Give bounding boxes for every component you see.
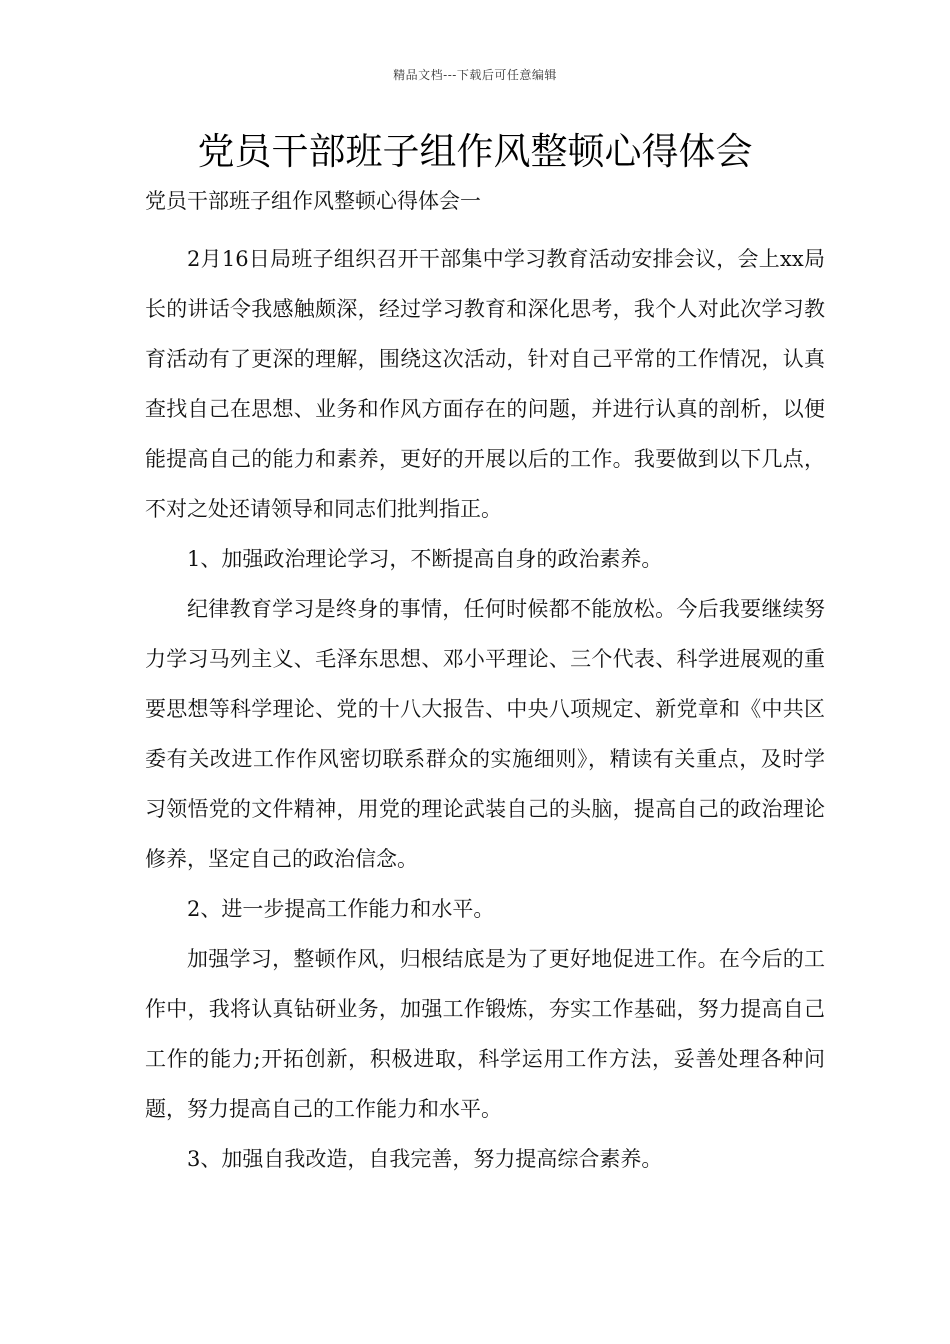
paragraph-point-1-heading: 1、加强政治理论学习，不断提高自身的政治素养。	[187, 547, 663, 571]
paragraph-point-2-body: 加强学习，整顿作风，归根结底是为了更好地促进工作。在今后的工作中，我将认真钻研业务，加强工作锻炼，夯实工作基础，努力提高自己工作的能力;开拓创新，积极进取，科学运用工作方法，妥善处理各种问题，努力提高自己的工作能力和水平。	[145, 947, 825, 1121]
paragraph-point-3-heading: 3、加强自我改造，自我完善，努力提高综合素养。	[187, 1147, 663, 1171]
paragraph-point-1-body: 纪律教育学习是终身的事情，任何时候都不能放松。今后我要继续努力学习马列主义、毛泽东思想、邓小平理论、三个代表、科学进展观的重要思想等科学理论、党的十八大报告、中央八项规定、新党章和《中共区委有关改进工作作风密切联系群众的实施细则》，精读有关重点，及时学习领悟党的文件精神，用党的理论武装自己的头脑，提高自己的政治理论修养，坚定自己的政治信念。	[145, 597, 825, 871]
header-note: 精品文档---下载后可任意编辑	[393, 68, 557, 82]
paragraph-point-2-heading: 2、进一步提高工作能力和水平。	[187, 897, 495, 921]
document-title: 党员干部班子组作风整顿心得体会	[197, 130, 753, 173]
paragraph-intro: 2月16日局班子组织召开干部集中学习教育活动安排会议，会上xx局长的讲话令我感触颇深，经过学习教育和深化思考，我个人对此次学习教育活动有了更深的理解，围绕这次活动，针对自己平常的工作情况，认真查找自己在思想、业务和作风方面存在的问题，并进行认真的剖析，以便能提高自己的能力和素养，更好的开展以后的工作。我要做到以下几点，不对之处还请领导和同志们批判指正。	[145, 247, 825, 521]
document-body	[145, 234, 825, 1184]
document-subtitle: 党员干部班子组作风整顿心得体会一	[145, 189, 481, 213]
